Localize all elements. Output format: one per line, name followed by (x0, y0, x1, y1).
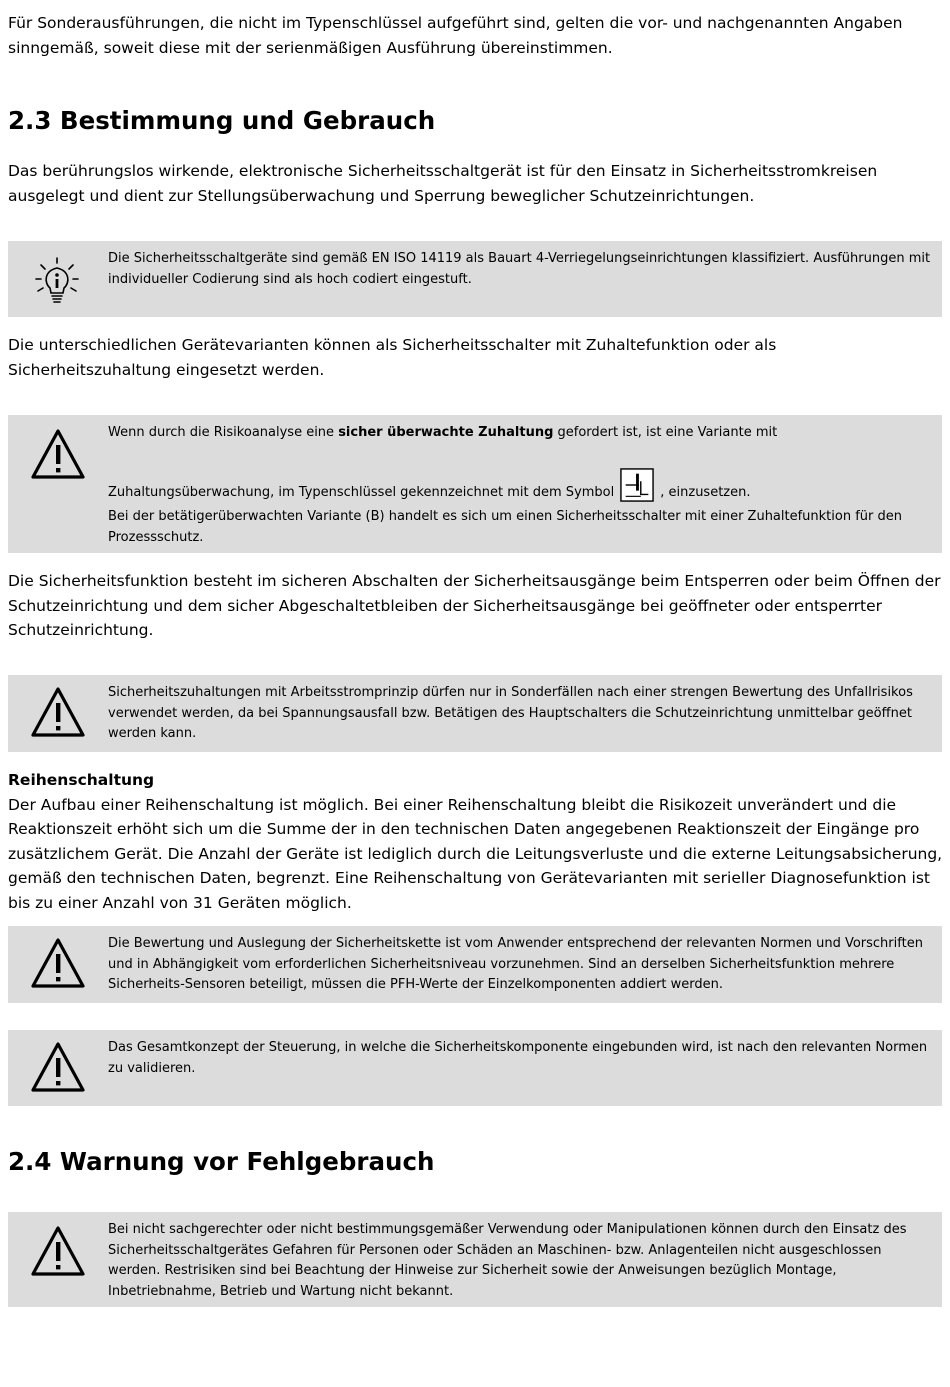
warning-triangle-icon (30, 685, 86, 741)
warning-triangle-icon (30, 1040, 86, 1096)
section-heading-2-4: 2.4 Warnung vor Fehlgebrauch (8, 1147, 435, 1176)
series-paragraph: Der Aufbau einer Reihenschaltung ist möglich. Bei einer Reihenschaltung bleibt die Risikozeit unverändert und die Reaktionszeit erhöht sich um die Summe der in den technischen Daten angegebenen Reaktionszeit der Eingänge pro zusätzlichem Gerät. Die Anzahl der Geräte ist lediglich durch die Leitungsverluste und die externe Leitungsabsicherung, gemäß den technischen Daten, begrenzt. Eine Reihenschaltung von Gerätevarianten mit serieller Diagnosefunktion ist bis zu einer Anzahl von 31 Geräten möglich. (8, 795, 943, 912)
warning-box-closed-current (8, 675, 942, 752)
section-heading-2-3: 2.3 Bestimmung und Gebrauch (8, 106, 436, 135)
locking-monitoring-symbol-icon (620, 468, 654, 502)
warning-box-misuse (8, 1212, 942, 1307)
info-box-text: Die Sicherheitsschaltgeräte sind gemäß EN ISO 14119 als Bauart 4-Verriegelungseinrichtungen klassifiziert. Ausführungen mit individueller Codierung sind als hoch codiert eingestuft. (108, 251, 931, 287)
warning-triangle-icon (30, 427, 86, 483)
warning-triangle-icon (30, 1224, 86, 1280)
info-box (8, 241, 942, 317)
purpose-paragraph: Das berührungslos wirkende, elektronische Sicherheitsschaltgerät ist für den Einsatz in Sicherheitsstromkreisen ausgelegt und dient zur Stellungsüberwachung und Sperrung beweglicher Schutzeinrichtungen. (8, 162, 878, 205)
variants-paragraph: Die unterschiedlichen Gerätevarianten können als Sicherheitsschalter mit Zuhaltefunktion oder als Sicherheitszuhaltung eingesetzt werden. (8, 336, 777, 379)
warning-box-validation-text: Das Gesamtkonzept der Steuerung, in welche die Sicherheitskomponente eingebunden wird, ist nach den relevanten Normen zu validieren. (108, 1040, 928, 1076)
warning-box-misuse-text: Bei nicht sachgerechter oder nicht bestimmungsgemäßer Verwendung oder Manipulationen können durch den Einsatz des Sicherheitsschaltgerätes Gefahren für Personen oder Schäden an Maschinen- bzw. Anlagenteilen nicht ausgeschlossen werden. Restrisiken sind bei Beachtung der Hinweise zur Sicherheit sowie der Anweisungen bezüglich Montage, Inbetriebnahme, Betrieb und Wartung nicht bekannt. (108, 1222, 907, 1299)
warning-box-locking-text (108, 423, 936, 548)
safety-function-paragraph: Die Sicherheitsfunktion besteht im sicheren Abschalten der Sicherheitsausgänge beim Entsperren oder beim Öffnen der Schutzeinrichtung und dem sicher Abgeschaltetbleiben der Sicherheitsausgänge bei geöffneter oder entsperrter Schutzeinrichtung. (8, 572, 941, 639)
warning-box-validation (8, 1030, 942, 1106)
lightbulb-info-icon (32, 255, 82, 305)
series-connection-block (8, 768, 943, 915)
warning-line-1: Wenn durch die Risikoanalyse eine sicher überwachte Zuhaltung gefordert ist, ist eine Variante mit (108, 425, 778, 440)
warning-box-safety-chain (8, 926, 942, 1003)
series-subheading: Reihenschaltung (8, 771, 155, 789)
warning-box-locking (8, 415, 942, 553)
warning-line-2: Zuhaltungsüberwachung, im Typenschlüssel gekennzeichnet mit dem Symbol , einzusetzen. (108, 468, 936, 504)
warning-line-3: Bei der betätigerüberwachten Variante (B) handelt es sich um einen Sicherheitsschalter mit einer Zuhaltefunktion für den Prozessschutz. (108, 509, 903, 545)
warning-box-closed-current-text: Sicherheitszuhaltungen mit Arbeitsstromprinzip dürfen nur in Sonderfällen nach einer strengen Bewertung des Unfallrisikos verwendet werden, da bei Spannungsausfall bzw. Betätigen des Hauptschalters die Schutzeinrichtung unmittelbar geöffnet werden kann. (108, 685, 913, 741)
intro-paragraph: Für Sonderausführungen, die nicht im Typenschlüssel aufgeführt sind, gelten die vor- und nachgenannten Angaben sinngemäß, soweit diese mit der serienmäßigen Ausführung übereinstimmen. (8, 14, 903, 57)
warning-box-safety-chain-text: Die Bewertung und Auslegung der Sicherheitskette ist vom Anwender entsprechend der relevanten Normen und Vorschriften und in Abhängigkeit vom erforderlichen Sicherheitsniveau vorzunehmen. Sind an derselben Sicherheitsfunktion mehrere Sicherheits-Sensoren beteiligt, müssen die PFH-Werte der Einzelkomponenten addiert werden. (108, 936, 923, 992)
warning-triangle-icon (30, 936, 86, 992)
